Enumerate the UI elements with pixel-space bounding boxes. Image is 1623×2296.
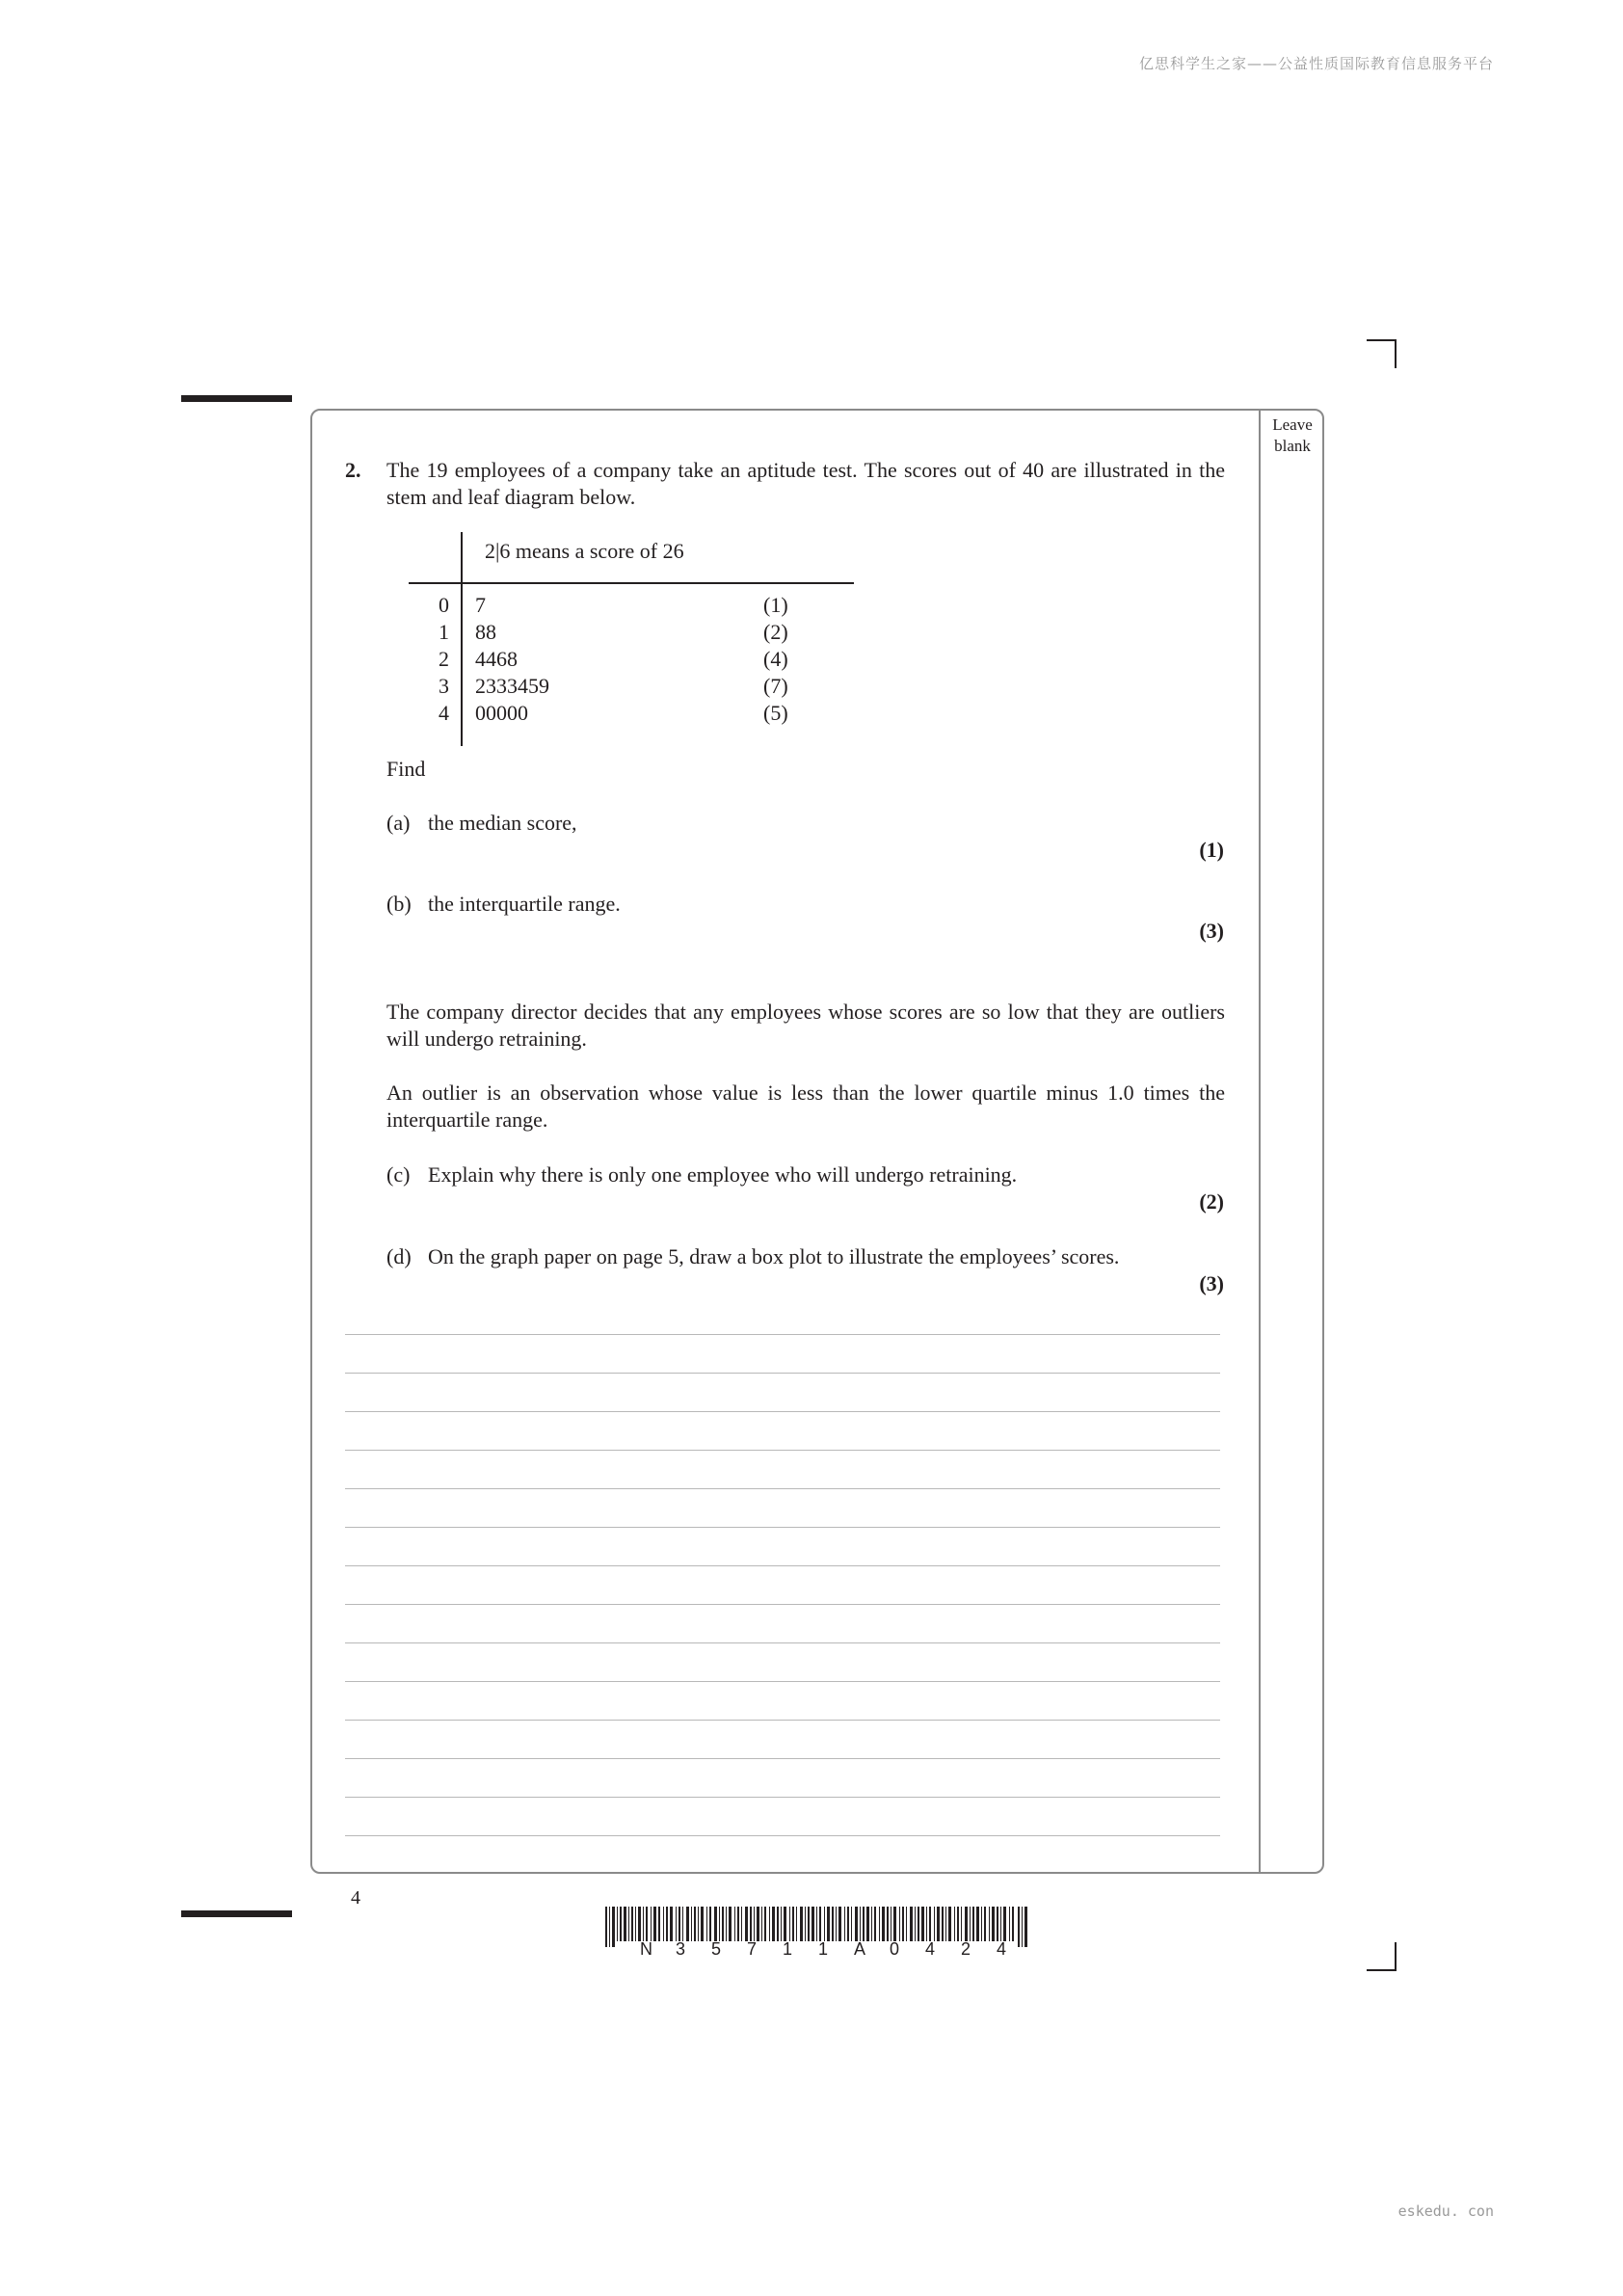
answer-line[interactable] [345, 1758, 1220, 1759]
part-d-text: On the graph paper on page 5, draw a box plot to illustrate the employees’ scores. [428, 1244, 1120, 1268]
answer-line[interactable] [345, 1720, 1220, 1721]
outlier-context: The company director decides that any employees whose scores are so low that they are outliers will undergo retraining. [386, 1000, 1225, 1051]
answer-line[interactable] [345, 1642, 1220, 1643]
part-b-text: the interquartile range. [428, 892, 621, 916]
margin-bar-bottom [181, 1910, 292, 1917]
barcode-digit: N [640, 1939, 652, 1959]
leaves-2: 4468 [475, 647, 518, 671]
outlier-definition: An outlier is an observation whose value is less than the lower quartile minus 1.0 times the interquartile range. [386, 1081, 1225, 1132]
part-d-label: (d) [386, 1244, 412, 1268]
part-a-text: the median score, [428, 811, 577, 835]
stem-leaf-vertical-line [461, 532, 463, 746]
stem-1: 1 [439, 620, 449, 644]
question-number: 2. [345, 458, 361, 482]
page-number: 4 [351, 1887, 360, 1909]
leaves-4: 00000 [475, 701, 528, 725]
part-b-label: (b) [386, 892, 412, 916]
count-3: (7) [763, 674, 788, 698]
leaves-0: 7 [475, 593, 486, 617]
part-d-marks: (3) [1199, 1271, 1224, 1295]
crop-mark-bottom-v [1395, 1942, 1397, 1971]
answer-line[interactable] [345, 1488, 1220, 1489]
answer-line[interactable] [345, 1835, 1220, 1836]
barcode-digit: 4 [997, 1939, 1007, 1959]
barcode-digits [640, 1939, 1032, 1960]
barcode-digit: 4 [925, 1939, 936, 1959]
count-0: (1) [763, 593, 788, 617]
answer-line[interactable] [345, 1565, 1220, 1566]
leaves-3: 2333459 [475, 674, 549, 698]
barcode-digit: 1 [783, 1939, 793, 1959]
count-4: (5) [763, 701, 788, 725]
answer-line[interactable] [345, 1450, 1220, 1451]
part-c-text: Explain why there is only one employee who will undergo retraining. [428, 1162, 1018, 1187]
question-intro: The 19 employees of a company take an aptitude test. The scores out of 40 are illustrated in the stem and leaf diagram below. [386, 458, 1225, 509]
barcode-digit: 5 [711, 1939, 722, 1959]
answer-line[interactable] [345, 1334, 1220, 1335]
answer-line[interactable] [345, 1527, 1220, 1528]
barcode-digit: 2 [961, 1939, 971, 1959]
barcode-digit: 0 [890, 1939, 900, 1959]
watermark-bottom: eskedu. con [1397, 2203, 1494, 2220]
barcode-digit: 7 [747, 1939, 758, 1959]
part-a-marks: (1) [1199, 838, 1224, 862]
part-b-marks: (3) [1199, 919, 1224, 943]
answer-line[interactable] [345, 1373, 1220, 1374]
barcode-digit: A [854, 1939, 866, 1959]
margin-bar-top [181, 395, 292, 402]
leaves-1: 88 [475, 620, 496, 644]
part-c-label: (c) [386, 1162, 411, 1187]
stem-2: 2 [439, 647, 449, 671]
answer-line[interactable] [345, 1411, 1220, 1412]
answer-line[interactable] [345, 1604, 1220, 1605]
answer-line[interactable] [345, 1797, 1220, 1798]
answer-line[interactable] [345, 1681, 1220, 1682]
leave-blank-label: Leave blank [1272, 415, 1313, 455]
barcode-digit: 1 [818, 1939, 829, 1959]
stem-3: 3 [439, 674, 449, 698]
watermark-top: 亿思科学生之家——公益性质国际教育信息服务平台 [1138, 55, 1494, 72]
leave-blank-divider [1259, 411, 1261, 1872]
crop-mark-top-h [1367, 339, 1396, 341]
count-2: (4) [763, 647, 788, 671]
stem-leaf-horizontal-line [409, 582, 854, 584]
stem-0: 0 [439, 593, 449, 617]
crop-mark-bottom-h [1367, 1969, 1396, 1971]
stem-4: 4 [439, 701, 449, 725]
part-c-marks: (2) [1199, 1189, 1224, 1214]
crop-mark-top-v [1395, 339, 1397, 368]
stem-leaf-key: 2|6 means a score of 26 [485, 539, 684, 563]
find-label: Find [386, 757, 426, 781]
barcode-digit: 3 [676, 1939, 686, 1959]
count-1: (2) [763, 620, 788, 644]
part-a-label: (a) [386, 811, 411, 835]
